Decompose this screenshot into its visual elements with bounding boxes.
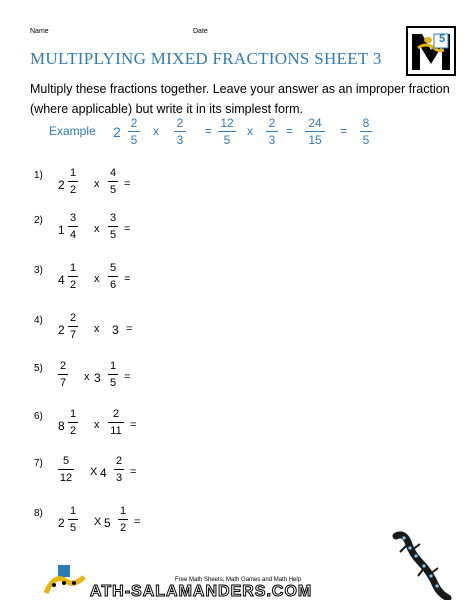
salamander-icon: [424, 37, 432, 43]
math-salamanders-logo: [406, 26, 456, 76]
second-fraction-numerator: 3: [109, 212, 117, 224]
first-fraction-denominator: 7: [59, 377, 67, 389]
example-fraction-1: 2 5: [128, 117, 140, 146]
second-fraction-bar: [108, 422, 124, 423]
first-fraction-bar: [68, 276, 78, 277]
equals-sign: =: [134, 516, 141, 528]
first-fraction: [68, 312, 78, 341]
first-fraction: [58, 360, 68, 389]
first-fraction-numerator: 5: [62, 455, 70, 467]
first-fraction-bar: [68, 519, 78, 520]
first-fraction-numerator: 2: [59, 360, 67, 372]
example-fraction-4: 2 3: [266, 117, 278, 146]
example-equals-3: =: [340, 124, 348, 138]
question-number: 3): [34, 265, 43, 276]
first-fraction-bar: [58, 469, 74, 470]
operator: x: [94, 273, 100, 285]
question-number: 4): [34, 315, 43, 326]
first-fraction: [68, 408, 78, 437]
name-label: Name: [30, 28, 49, 35]
first-whole: 1: [58, 223, 65, 237]
first-fraction: [68, 212, 78, 241]
second-fraction: [108, 212, 118, 241]
second-whole: 4: [100, 466, 107, 480]
second-fraction-denominator: 3: [115, 472, 123, 484]
first-fraction-denominator: 2: [69, 279, 77, 291]
equals-sign: =: [130, 419, 137, 431]
first-fraction: [68, 262, 78, 291]
second-fraction: [108, 360, 118, 389]
operator: x: [94, 223, 100, 235]
second-whole: 3: [94, 371, 101, 385]
second-fraction-denominator: 5: [109, 184, 117, 196]
instructions: Multiply these fractions together. Leave your answer as an improper fraction (where applicable) but write it in its simplest form.: [30, 82, 450, 116]
example-equals-2: =: [286, 124, 294, 138]
first-fraction-bar: [68, 422, 78, 423]
first-fraction-denominator: 5: [69, 522, 77, 534]
first-fraction-numerator: 1: [69, 505, 77, 517]
example-fraction-2: 2 3: [174, 117, 186, 146]
second-fraction-denominator: 11: [110, 425, 122, 437]
second-fraction-denominator: 5: [109, 377, 117, 389]
second-fraction: [108, 408, 124, 437]
first-whole: 2: [58, 323, 65, 337]
example-whole: 2: [113, 124, 121, 140]
first-fraction-numerator: 1: [69, 167, 77, 179]
first-fraction-numerator: 3: [69, 212, 77, 224]
first-whole: 4: [58, 273, 65, 287]
question-number: 8): [34, 508, 43, 519]
equals-sign: =: [126, 323, 133, 335]
date-label: Date: [193, 28, 208, 35]
first-fraction-denominator: 4: [69, 229, 77, 241]
footer-brand: ATH-SALAMANDERS.COM: [90, 583, 313, 600]
question-number: 7): [34, 458, 43, 469]
first-whole: 8: [58, 419, 65, 433]
question-number: 6): [34, 411, 43, 422]
first-whole: 2: [58, 178, 65, 192]
second-fraction-bar: [108, 181, 118, 182]
second-fraction-denominator: 2: [119, 522, 127, 534]
first-fraction-numerator: 2: [69, 312, 77, 324]
operator: x: [94, 419, 100, 431]
example-equals-1: =: [205, 124, 213, 138]
second-fraction-denominator: 6: [109, 279, 117, 291]
second-fraction-numerator: 1: [119, 505, 127, 517]
first-fraction: [68, 505, 78, 534]
first-fraction-numerator: 1: [69, 408, 77, 420]
second-fraction-bar: [108, 276, 118, 277]
second-fraction: [114, 455, 124, 484]
second-fraction: [108, 262, 118, 291]
second-fraction-numerator: 2: [112, 408, 120, 420]
equals-sign: =: [124, 178, 131, 190]
example-fraction-6: 8 5: [360, 117, 372, 146]
second-fraction-numerator: 5: [109, 262, 117, 274]
second-fraction-numerator: 1: [109, 360, 117, 372]
first-fraction: [68, 167, 78, 196]
first-whole: 2: [58, 516, 65, 530]
example-fraction-5: 24 15: [305, 117, 325, 146]
second-whole: 5: [104, 516, 111, 530]
footer-logo: [44, 563, 90, 599]
first-fraction-denominator: 12: [59, 472, 73, 484]
footer-tagline: Free Math Sheets, Math Games and Math Help: [175, 577, 302, 583]
operator: X: [90, 466, 98, 478]
first-fraction-bar: [68, 326, 78, 327]
first-fraction-denominator: 7: [69, 329, 77, 341]
page-title: MULTIPLYING MIXED FRACTIONS SHEET 3: [30, 49, 382, 68]
first-fraction-denominator: 2: [69, 184, 77, 196]
first-fraction-bar: [58, 374, 68, 375]
second-fraction: [118, 505, 128, 534]
second-fraction-bar: [108, 374, 118, 375]
second-whole: 3: [112, 323, 119, 337]
operator: x: [94, 178, 100, 190]
second-fraction-bar: [114, 469, 124, 470]
second-fraction-bar: [108, 226, 118, 227]
salamander-illustration: [384, 528, 454, 600]
salamander-logo-icon: [44, 563, 90, 599]
question-number: 1): [34, 170, 43, 181]
operator: X: [94, 516, 102, 528]
operator: x: [84, 371, 90, 383]
equals-sign: =: [124, 223, 131, 235]
second-fraction-numerator: 2: [115, 455, 123, 467]
salamander-icon: [384, 528, 454, 600]
equals-sign: =: [130, 466, 137, 478]
second-fraction-numerator: 4: [109, 167, 117, 179]
second-fraction: [108, 167, 118, 196]
question-number: 5): [34, 363, 43, 374]
example-fraction-3: 12 5: [218, 117, 236, 146]
first-fraction-bar: [68, 181, 78, 182]
logo-grade-number: 5: [438, 33, 446, 45]
equals-sign: =: [124, 371, 131, 383]
question-number: 2): [34, 215, 43, 226]
operator: x: [94, 323, 100, 335]
example-label: Example: [49, 124, 96, 138]
second-fraction-denominator: 5: [109, 229, 117, 241]
equals-sign: =: [124, 273, 131, 285]
second-fraction-bar: [118, 519, 128, 520]
example-op-1: x: [153, 124, 159, 138]
first-fraction-denominator: 2: [69, 425, 77, 437]
first-fraction-numerator: 1: [69, 262, 77, 274]
first-fraction-bar: [68, 226, 78, 227]
example-op-2: x: [247, 124, 253, 138]
first-fraction: [58, 455, 74, 484]
